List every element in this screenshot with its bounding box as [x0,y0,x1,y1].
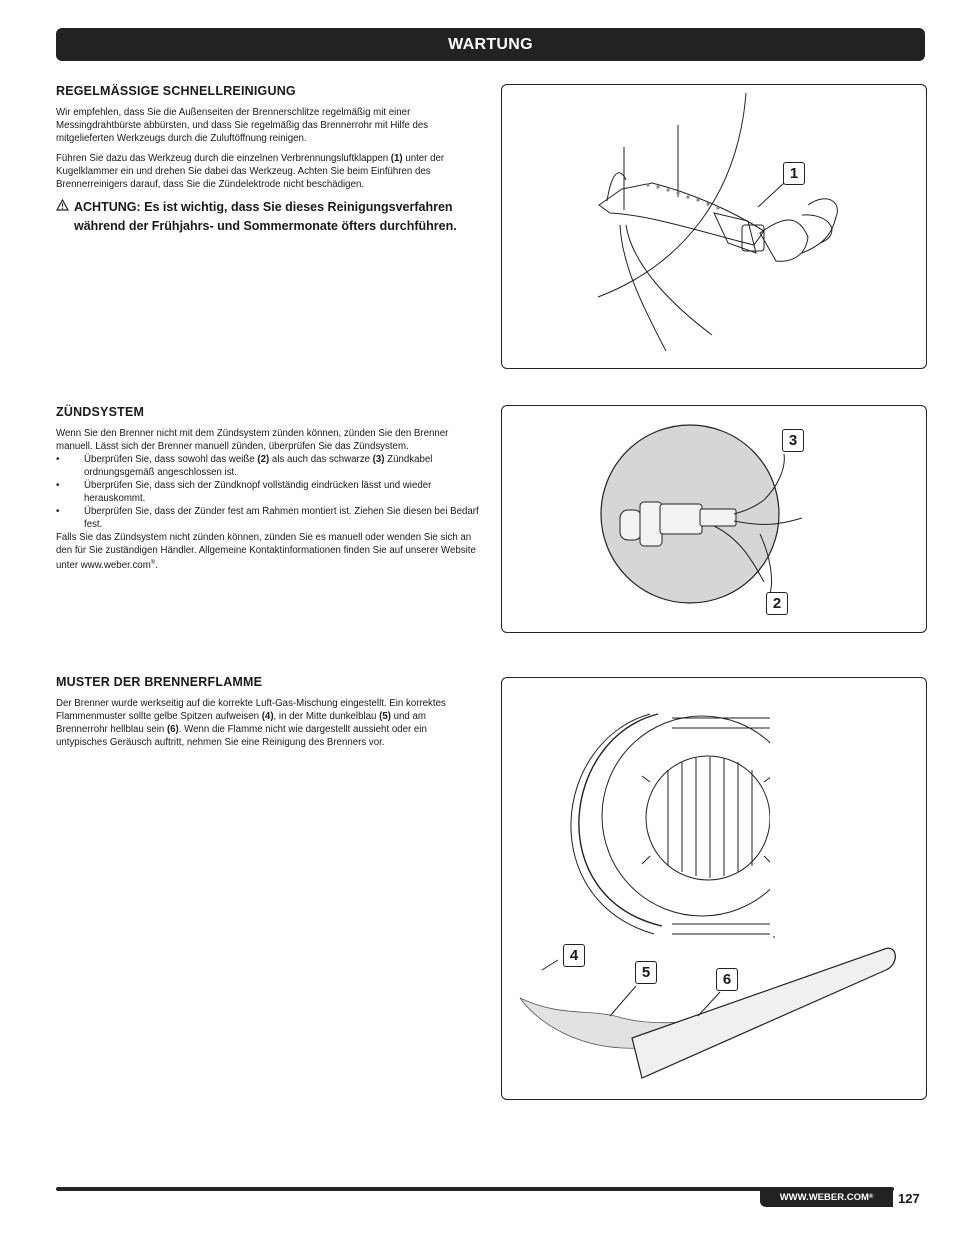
burner-cleaning-illustration [502,85,926,368]
warning-text: ACHTUNG: Es ist wichtig, dass Sie dieses Reinigungsverfahren während der Frühjahrs- und Sommermonate öfters durchführen. [74,200,457,233]
checklist [56,453,480,531]
section-quick-cleaning [56,84,480,236]
list-item: • Überprüfen Sie, dass der Zünder fest am Rahmen montiert ist. Ziehen Sie diesen bei Bedarf fest. [56,506,479,530]
section-burner-flame [56,675,480,756]
section-heading: REGELMÄSSIGE SCHNELLREINIGUNG [56,84,296,98]
figure-burner-cleaning [501,84,927,369]
footer-website: WWW.WEBER.COM ® [760,1187,893,1207]
paragraph: Falls Sie das Zündsystem nicht zünden können, zünden Sie es manuell oder wenden Sie sich an den für Sie zuständigen Händler. Allgemeine Kontaktinformationen finden Sie auf unserer Website unter www.weber.com®. [56,532,476,572]
callout-6: 6 [716,968,738,991]
list-item: • Überprüfen Sie, dass sowohl das weiße (2) als auch das schwarze (3) Zündkabel ordnungsgemäß angeschlossen ist. [56,454,433,478]
section-ignition-system [56,405,480,579]
paragraph: Der Brenner wurde werkseitig auf die korrekte Luft-Gas-Mischung eingestellt. Ein korrektes Flammenmuster sollte gelbe Spitzen aufweisen (4), in der Mitte dunkelblau (5) und am Brennerrohr hellblau sein (6). Wenn die Flamme nicht wie dargestellt aussieht oder ein untypisches Geräusch auftritt, nehmen Sie eine Reinigung des Brenners vor. [56,698,446,748]
section-heading: ZÜNDSYSTEM [56,405,145,419]
ignition-illustration [502,406,926,632]
warning-note [56,198,480,236]
warning-icon [56,198,74,236]
section-heading: MUSTER DER BRENNERFLAMME [56,675,263,689]
callout-5: 5 [635,961,657,984]
page-number: 127 [898,1191,920,1206]
paragraph: Wenn Sie den Brenner nicht mit dem Zündsystem zünden können, zünden Sie den Brenner manuell. Lässt sich der Brenner manuell zünden, überprüfen Sie das Zündsystem. [56,428,449,452]
callout-1: 1 [783,162,805,185]
callout-4: 4 [563,944,585,967]
burner-flame-illustration [502,678,926,1099]
callout-3: 3 [782,429,804,452]
list-item: • Überprüfen Sie, dass sich der Zündknopf vollständig eindrücken lässt und wieder herauskommt. [56,480,432,504]
paragraph: Führen Sie dazu das Werkzeug durch die einzelnen Verbrennungsluftklappen (1) unter der Kugelklammer ein und drehen Sie dabei das Werkzeug. Achten Sie beim Einführen des Brennerreinigers darauf, dass Sie die Zündelektrode nicht beschädigen. [56,153,445,190]
figure-ignition [501,405,927,633]
figure-burner-flame [501,677,927,1100]
page-header [56,28,925,61]
callout-2: 2 [766,592,788,615]
page-title: WARTUNG [448,35,533,53]
paragraph: Wir empfehlen, dass Sie die Außenseiten der Brennerschlitze regelmäßig mit einer Messingdrahtbürste abbürsten, und dass Sie regelmäßig das Brennerrohr mit Hilfe des mitgelieferten Werkzeugs durch die Zuluftöffnung reinigen. [56,107,429,144]
